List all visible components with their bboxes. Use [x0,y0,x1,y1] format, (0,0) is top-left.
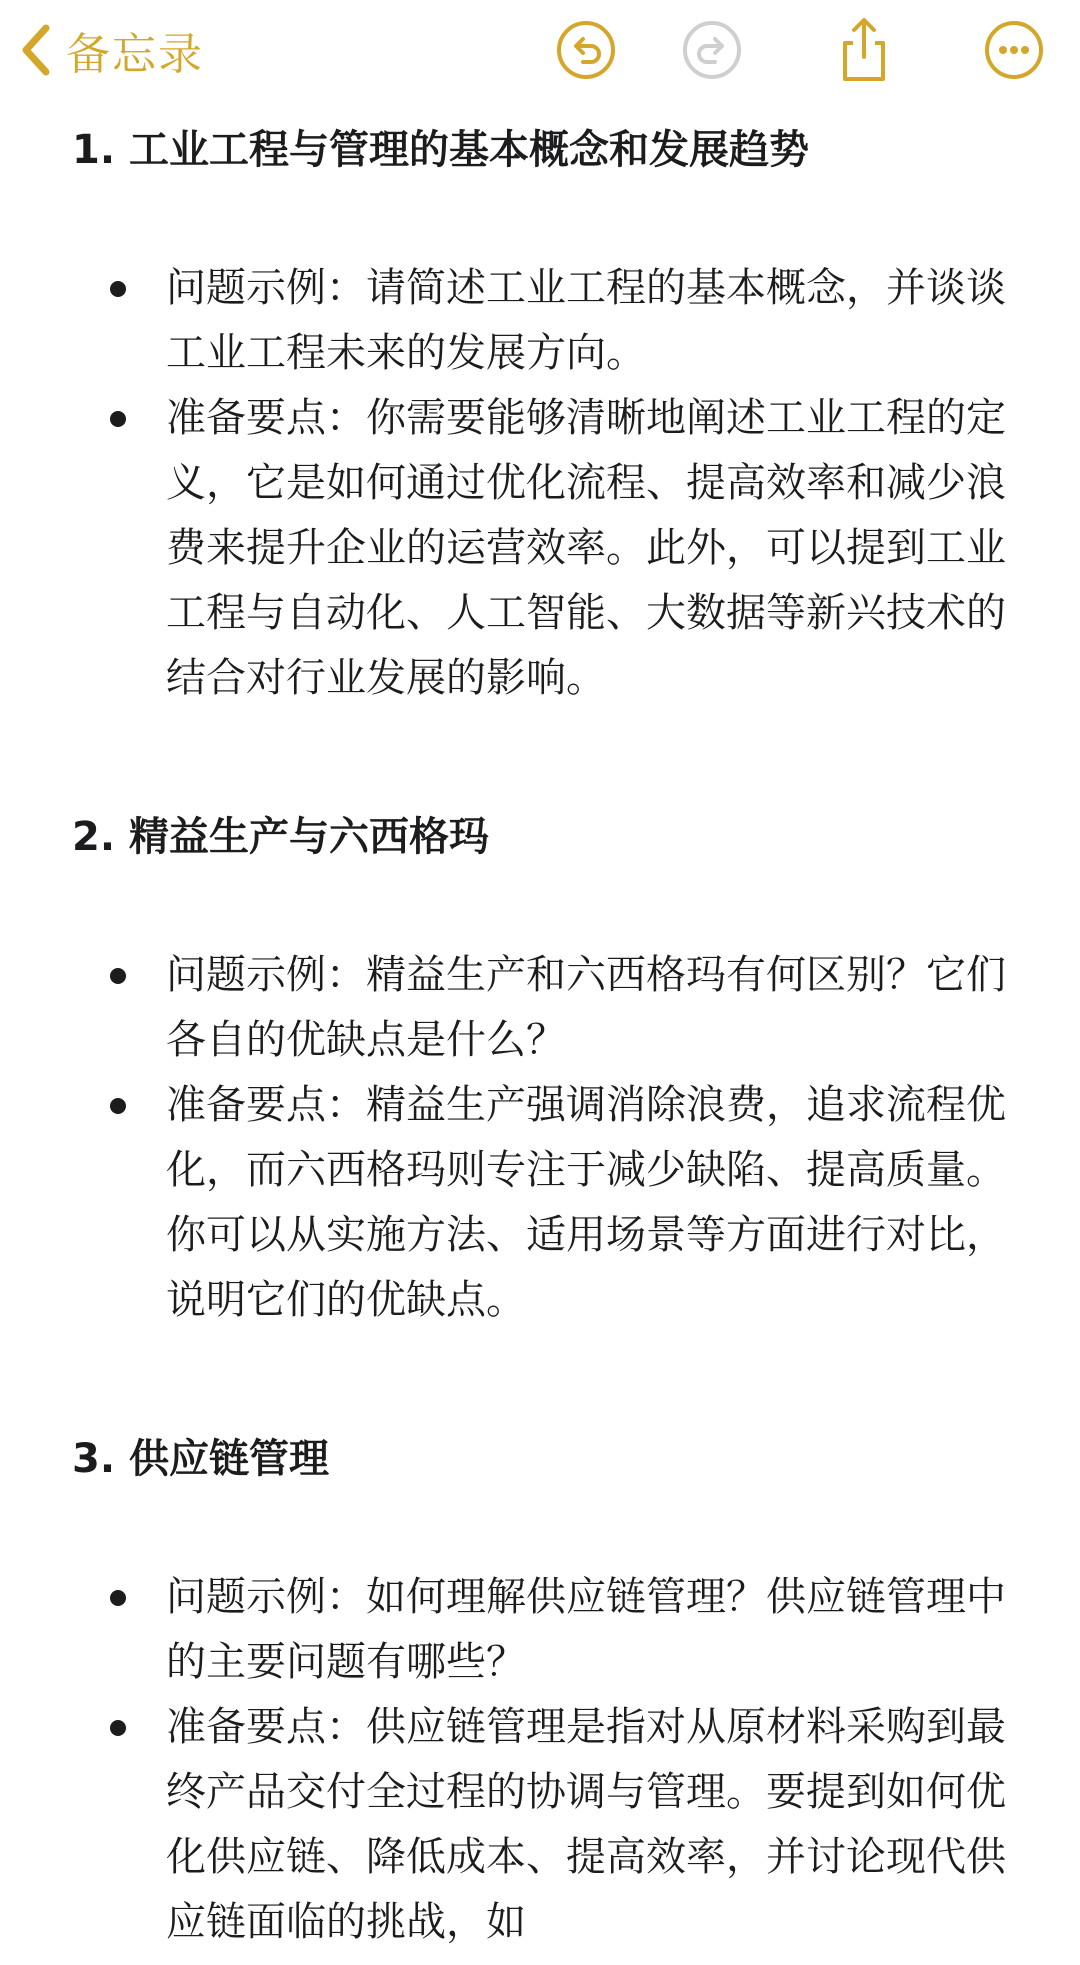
section-title: 3. 供应链管理 [72,1436,329,1482]
bullet-list [72,1565,1032,1955]
more-button[interactable] [978,14,1050,86]
list-item [72,1695,1012,1955]
bullet-icon [110,281,126,297]
section-title: 2. 精益生产与六西格玛 [72,814,489,860]
list-item [72,1565,1012,1695]
back-label: 备忘录 [66,29,204,80]
bullet-text: 问题示例：精益生产和六西格玛有何区别？它们各自的优缺点是什么？ [166,952,1006,1063]
list-item [72,943,1012,1073]
navigation-bar [0,0,1080,110]
bullet-list [72,943,1032,1333]
share-button[interactable] [828,14,900,86]
more-icon [983,19,1045,81]
bullet-text: 准备要点：你需要能够清晰地阐述工业工程的定义，它是如何通过优化流程、提高效率和减少浪费来提升企业的运营效率。此外，可以提到工业工程与自动化、人工智能、大数据等新兴技术的结合对行业发展的影响。 [166,395,1006,701]
bullet-icon [110,1590,126,1606]
bullet-text: 准备要点：精益生产强调消除浪费，追求流程优化，而六西格玛则专注于减少缺陷、提高质量。你可以从实施方法、适用场景等方面进行对比，说明它们的优缺点。 [166,1082,1006,1323]
bullet-list [72,256,1032,711]
bullet-text: 问题示例：请简述工业工程的基本概念，并谈谈工业工程未来的发展方向。 [166,265,1006,376]
bullet-icon [110,411,126,427]
list-item [72,386,1012,711]
back-button[interactable] [18,18,204,82]
redo-icon [681,19,743,81]
section-title: 1. 工业工程与管理的基本概念和发展趋势 [72,127,809,173]
undo-icon [555,19,617,81]
redo-button[interactable] [676,14,748,86]
bullet-icon [110,1720,126,1736]
bullet-icon [110,1098,126,1114]
share-icon [833,15,895,85]
list-item [72,1073,1012,1333]
list-item [72,256,1012,386]
note-body[interactable] [72,118,1032,1955]
bullet-text: 准备要点：供应链管理是指对从原材料采购到最终产品交付全过程的协调与管理。要提到如何优化供应链、降低成本、提高效率，并讨论现代供应链面临的挑战，如 [166,1704,1006,1945]
undo-button[interactable] [550,14,622,86]
bullet-icon [110,968,126,984]
chevron-left-icon [18,24,52,76]
bullet-text: 问题示例：如何理解供应链管理？供应链管理中的主要问题有哪些？ [166,1574,1006,1685]
